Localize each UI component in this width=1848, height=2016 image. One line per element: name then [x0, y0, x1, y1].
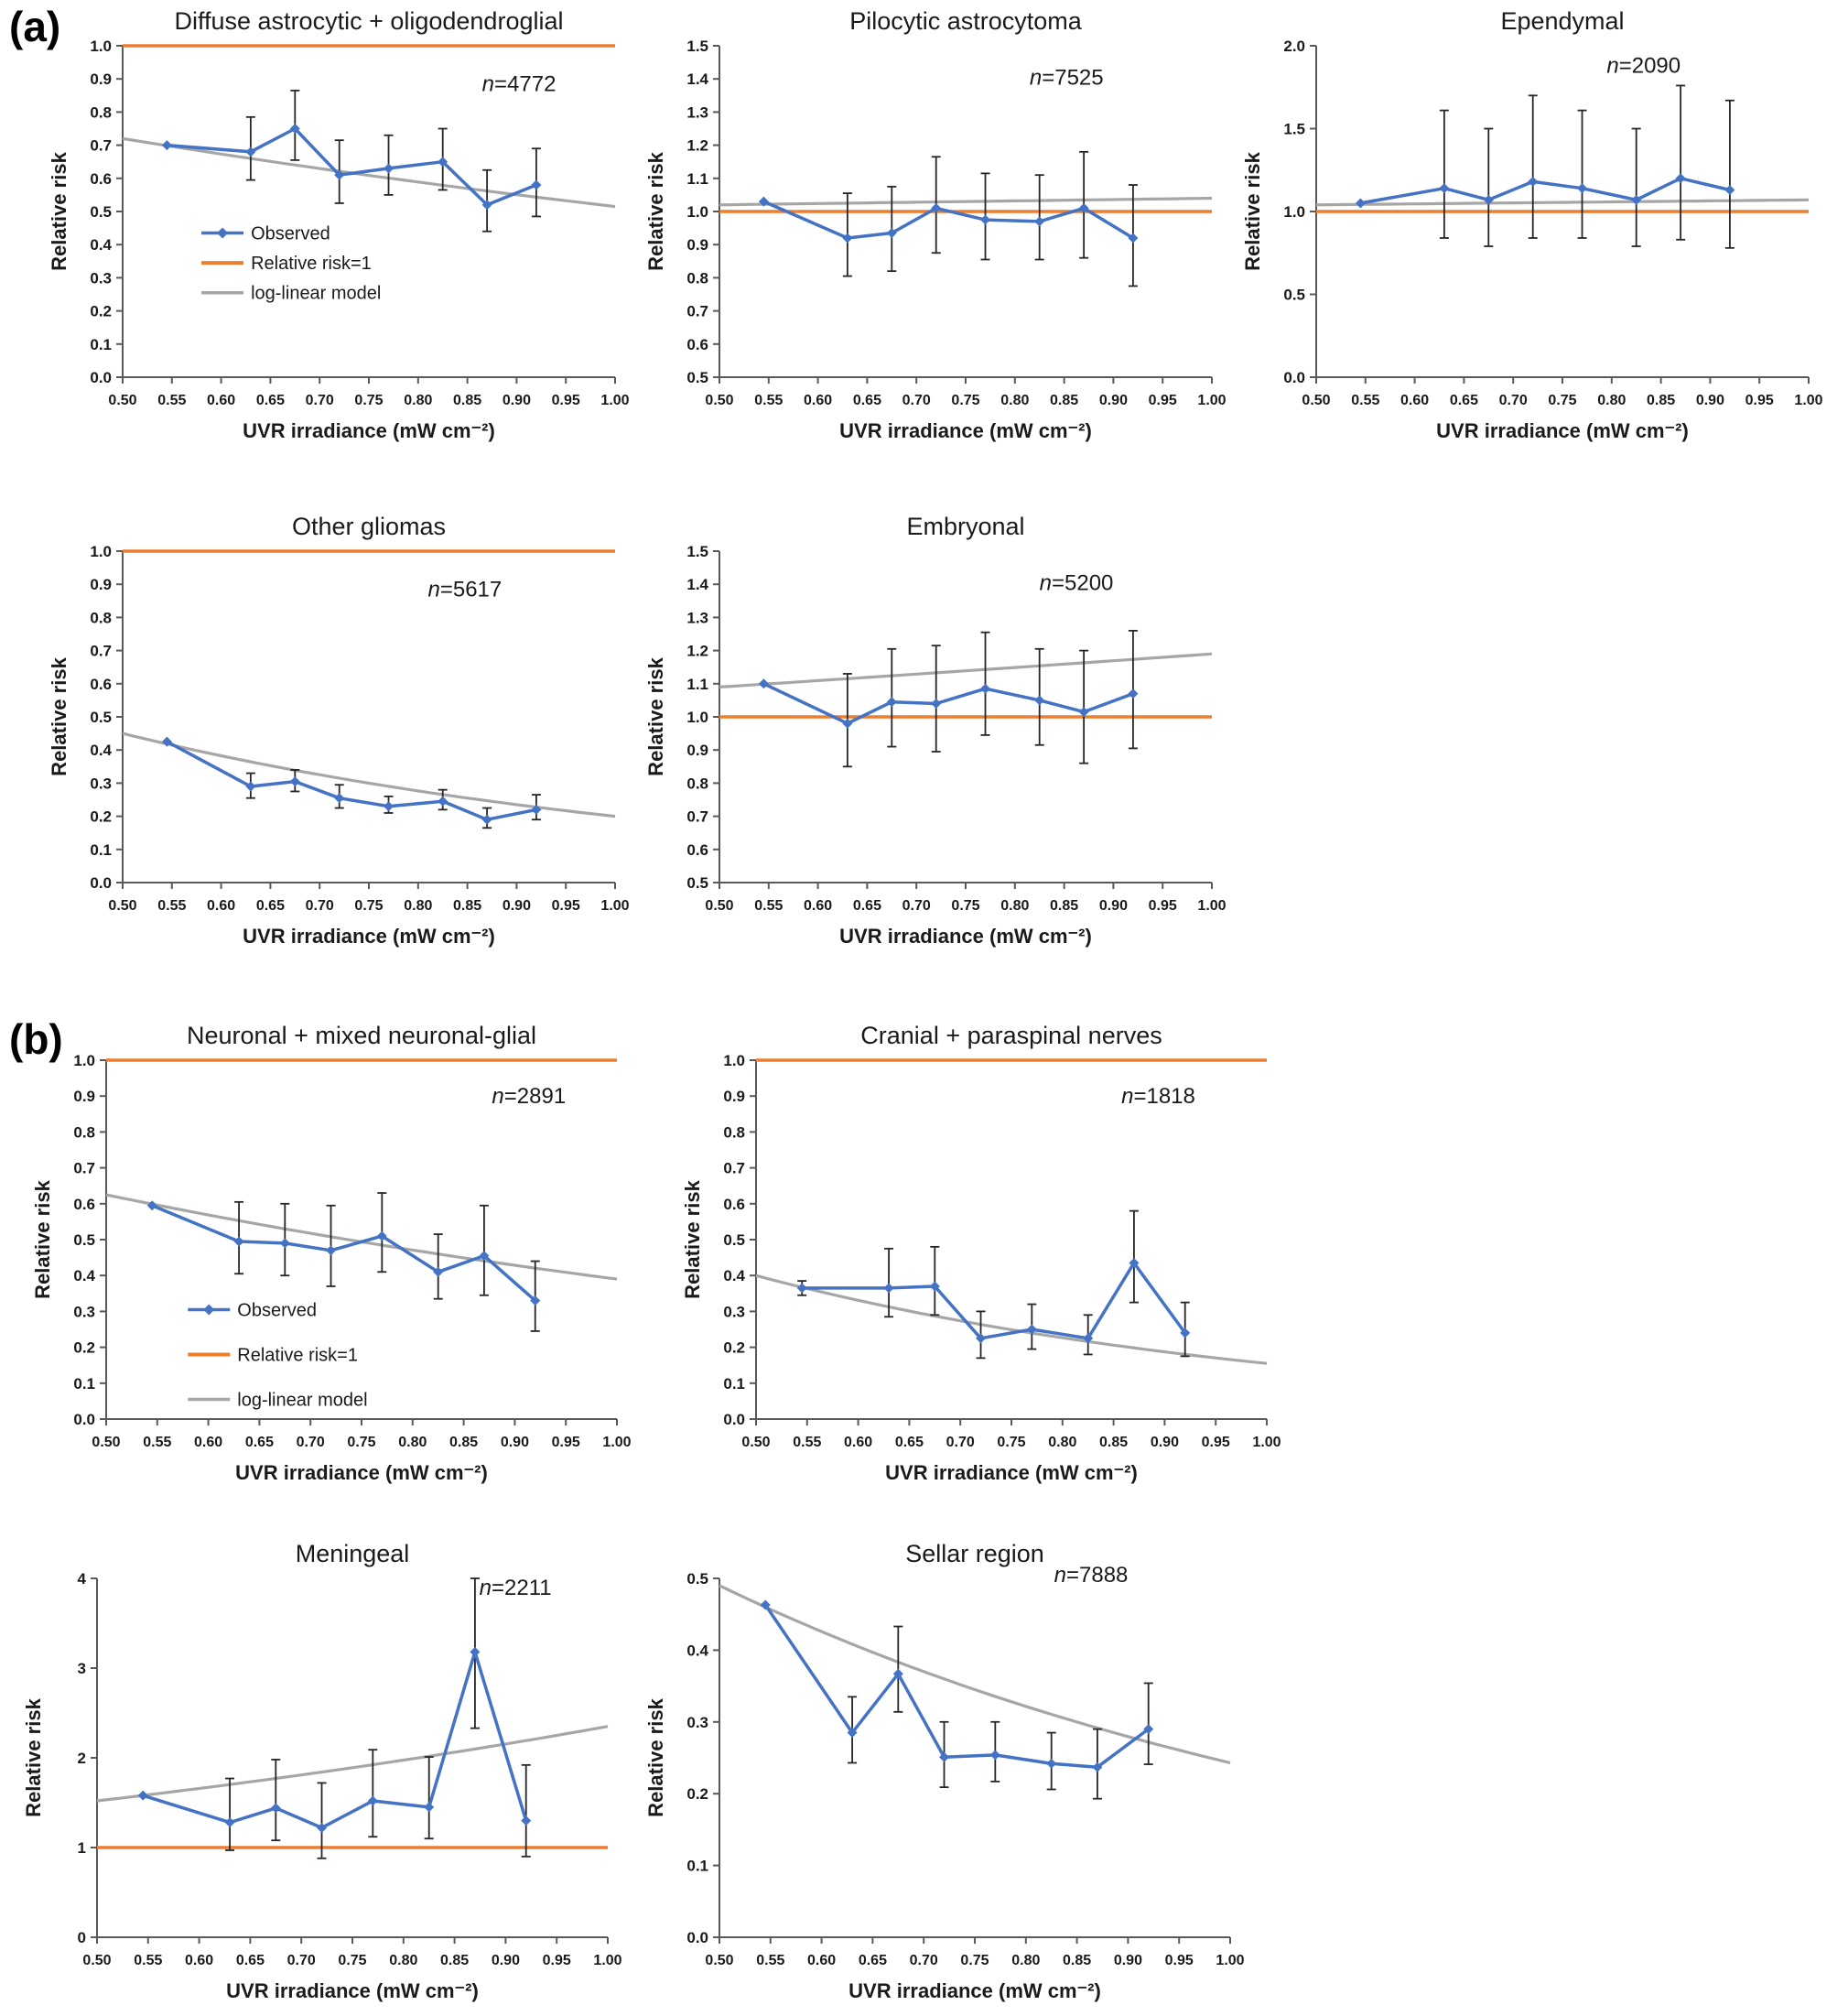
- svg-text:0.7: 0.7: [723, 1159, 745, 1177]
- panel-ependymal: [1237, 4, 1823, 475]
- chart-svg-a3: [1237, 4, 1823, 471]
- y-axis: [78, 1570, 97, 1946]
- error-bars: [848, 1627, 1153, 1799]
- y-axis: [1283, 38, 1316, 386]
- svg-text:0.50: 0.50: [108, 393, 137, 408]
- svg-text:0.4: 0.4: [723, 1267, 745, 1285]
- error-bars: [843, 631, 1138, 766]
- svg-text:0.70: 0.70: [286, 1953, 316, 1968]
- svg-text:0.4: 0.4: [73, 1267, 95, 1285]
- svg-text:0.6: 0.6: [686, 840, 708, 859]
- svg-text:0.90: 0.90: [1098, 393, 1128, 408]
- chart-svg-a5: [641, 509, 1227, 976]
- svg-text:0.65: 0.65: [1449, 393, 1478, 408]
- error-bars: [1440, 85, 1735, 247]
- svg-text:0.80: 0.80: [398, 1435, 427, 1450]
- svg-text:0.3: 0.3: [686, 1713, 708, 1731]
- svg-text:0.8: 0.8: [686, 269, 708, 287]
- svg-text:0.1: 0.1: [686, 1857, 708, 1875]
- svg-text:0.7: 0.7: [90, 136, 112, 155]
- chart-title: Pilocytic astrocytoma: [849, 7, 1082, 35]
- y-axis-label: Relative risk: [31, 1180, 54, 1299]
- svg-text:0.65: 0.65: [255, 393, 285, 408]
- chart-title: Cranial + paraspinal nerves: [860, 1022, 1162, 1049]
- n-label: n=7525: [1029, 65, 1104, 91]
- svg-text:0.95: 0.95: [1164, 1953, 1194, 1968]
- y-axis-label: Relative risk: [1241, 152, 1264, 271]
- svg-text:0.90: 0.90: [1098, 898, 1128, 914]
- svg-text:0.75: 0.75: [1548, 393, 1577, 408]
- svg-text:0.75: 0.75: [997, 1435, 1026, 1450]
- legend: [201, 224, 381, 304]
- svg-text:0.80: 0.80: [1011, 1953, 1041, 1968]
- svg-text:0.70: 0.70: [305, 898, 334, 914]
- svg-text:0.85: 0.85: [453, 393, 482, 408]
- panel-sellar-region: [641, 1536, 1245, 2016]
- svg-text:0.1: 0.1: [723, 1374, 745, 1393]
- x-axis-label: UVR irradiance (mW cm⁻²): [235, 1461, 488, 1484]
- svg-text:0.8: 0.8: [723, 1123, 745, 1142]
- svg-text:0.5: 0.5: [686, 1570, 708, 1588]
- svg-text:0.5: 0.5: [723, 1231, 745, 1249]
- svg-text:0.80: 0.80: [404, 393, 433, 408]
- svg-text:0.85: 0.85: [453, 898, 482, 914]
- svg-text:0.95: 0.95: [1148, 393, 1177, 408]
- observed-markers: [759, 678, 1138, 728]
- svg-text:0.5: 0.5: [90, 203, 112, 221]
- observed-line: [152, 1206, 535, 1301]
- axes: [123, 551, 615, 883]
- svg-text:0.6: 0.6: [73, 1195, 95, 1213]
- svg-text:0.55: 0.55: [754, 898, 784, 914]
- svg-text:0.85: 0.85: [440, 1953, 470, 1968]
- svg-text:0.90: 0.90: [502, 898, 531, 914]
- svg-text:0.5: 0.5: [686, 369, 708, 386]
- svg-text:0.85: 0.85: [1050, 393, 1079, 408]
- svg-text:0.55: 0.55: [754, 393, 784, 408]
- y-axis: [723, 1052, 756, 1428]
- legend-label-2: log-linear model: [237, 1390, 368, 1411]
- svg-text:1.0: 1.0: [1283, 203, 1305, 221]
- y-axis: [686, 1570, 719, 1946]
- svg-text:1.0: 1.0: [723, 1052, 745, 1069]
- svg-text:0.85: 0.85: [1050, 898, 1079, 914]
- svg-text:0.6: 0.6: [90, 675, 112, 693]
- x-axis-label: UVR irradiance (mW cm⁻²): [885, 1461, 1138, 1484]
- svg-text:1.0: 1.0: [73, 1052, 95, 1069]
- svg-text:0.7: 0.7: [686, 807, 708, 826]
- svg-text:0.8: 0.8: [90, 103, 112, 122]
- svg-text:0.55: 0.55: [1351, 393, 1380, 408]
- svg-text:1.00: 1.00: [1794, 393, 1823, 408]
- section-label-b: (b): [9, 1015, 63, 1063]
- svg-text:0.5: 0.5: [1283, 286, 1305, 304]
- x-axis: [741, 1419, 1281, 1450]
- svg-text:0.75: 0.75: [951, 393, 980, 408]
- svg-text:0.60: 0.60: [1400, 393, 1430, 408]
- x-axis: [108, 883, 629, 914]
- svg-text:0.3: 0.3: [90, 269, 112, 287]
- svg-text:0.60: 0.60: [207, 393, 236, 408]
- svg-text:1.5: 1.5: [1283, 120, 1305, 138]
- svg-text:0.95: 0.95: [1745, 393, 1774, 408]
- svg-text:0.80: 0.80: [389, 1953, 418, 1968]
- svg-text:0.50: 0.50: [1302, 393, 1331, 408]
- svg-text:1.00: 1.00: [600, 898, 630, 914]
- error-bars: [246, 91, 541, 232]
- svg-text:1.2: 1.2: [686, 136, 708, 155]
- svg-text:1.0: 1.0: [686, 709, 708, 726]
- svg-text:1.2: 1.2: [686, 642, 708, 660]
- svg-text:0.55: 0.55: [157, 898, 187, 914]
- svg-text:0.60: 0.60: [194, 1435, 223, 1450]
- svg-text:0.4: 0.4: [686, 1642, 708, 1660]
- svg-text:0.60: 0.60: [185, 1953, 214, 1968]
- svg-text:0.95: 0.95: [551, 393, 580, 408]
- svg-text:0.80: 0.80: [404, 898, 433, 914]
- svg-text:0.70: 0.70: [296, 1435, 325, 1450]
- svg-text:0: 0: [77, 1929, 86, 1946]
- axes: [97, 1575, 608, 1937]
- svg-text:0.90: 0.90: [500, 1435, 529, 1450]
- svg-text:0.60: 0.60: [807, 1953, 837, 1968]
- svg-text:0.50: 0.50: [92, 1435, 121, 1450]
- svg-text:0.65: 0.65: [244, 1435, 274, 1450]
- y-axis-label: Relative risk: [681, 1180, 704, 1299]
- x-axis-label: UVR irradiance (mW cm⁻²): [243, 419, 495, 442]
- svg-text:0.65: 0.65: [858, 1953, 887, 1968]
- observed-line: [143, 1652, 526, 1827]
- legend-label-1: Relative risk=1: [237, 1345, 358, 1366]
- svg-text:0.5: 0.5: [686, 874, 708, 892]
- svg-text:0.7: 0.7: [73, 1159, 95, 1177]
- svg-text:1.00: 1.00: [602, 1435, 632, 1450]
- chart-title: Ependymal: [1500, 7, 1625, 35]
- svg-text:0.55: 0.55: [134, 1953, 163, 1968]
- panel-embryonal: [641, 509, 1227, 981]
- svg-text:0.85: 0.85: [449, 1435, 479, 1450]
- svg-text:0.9: 0.9: [686, 236, 708, 255]
- svg-text:0.7: 0.7: [686, 302, 708, 320]
- panel-meningeal: [18, 1536, 622, 2016]
- svg-text:0.9: 0.9: [90, 70, 112, 89]
- x-axis-label: UVR irradiance (mW cm⁻²): [226, 1979, 479, 2002]
- svg-text:0.6: 0.6: [723, 1195, 745, 1213]
- axes: [719, 1578, 1230, 1937]
- svg-text:0.90: 0.90: [1695, 393, 1724, 408]
- svg-text:0.55: 0.55: [756, 1953, 785, 1968]
- chart-title: Other gliomas: [291, 513, 447, 540]
- svg-text:1.00: 1.00: [1252, 1435, 1281, 1450]
- legend-label-1: Relative risk=1: [251, 254, 372, 275]
- svg-text:0.50: 0.50: [705, 393, 734, 408]
- x-axis: [82, 1937, 621, 1968]
- x-axis: [92, 1419, 631, 1450]
- svg-text:0.60: 0.60: [804, 393, 833, 408]
- svg-text:0.95: 0.95: [551, 1435, 580, 1450]
- y-axis-label: Relative risk: [48, 152, 70, 271]
- svg-text:0.65: 0.65: [852, 393, 881, 408]
- legend: [188, 1300, 367, 1410]
- panel-cranial-paraspinal-nerves: [677, 1018, 1281, 1517]
- svg-text:0.6: 0.6: [90, 169, 112, 188]
- svg-text:0.1: 0.1: [90, 840, 112, 859]
- svg-text:0.80: 0.80: [1000, 898, 1030, 914]
- svg-text:0.3: 0.3: [723, 1303, 745, 1321]
- svg-text:0.65: 0.65: [852, 898, 881, 914]
- svg-text:0.4: 0.4: [90, 236, 112, 255]
- svg-text:1.0: 1.0: [686, 203, 708, 221]
- legend-diamond-icon: [203, 1304, 214, 1315]
- svg-text:0.65: 0.65: [235, 1953, 265, 1968]
- legend-diamond-icon: [217, 228, 228, 239]
- svg-text:0.50: 0.50: [705, 898, 734, 914]
- panel-neuronal-mixed-neuronal-glial: [27, 1018, 632, 1517]
- svg-text:0.5: 0.5: [73, 1231, 95, 1249]
- svg-text:0.85: 0.85: [1647, 393, 1676, 408]
- svg-text:0.75: 0.75: [960, 1953, 989, 1968]
- x-axis-label: UVR irradiance (mW cm⁻²): [848, 1979, 1101, 2002]
- svg-text:0.3: 0.3: [73, 1303, 95, 1321]
- svg-text:0.75: 0.75: [354, 898, 384, 914]
- axes: [106, 1060, 617, 1419]
- y-axis: [73, 1052, 106, 1428]
- svg-text:0.80: 0.80: [1597, 393, 1626, 408]
- svg-text:0.8: 0.8: [90, 609, 112, 627]
- x-axis: [1302, 377, 1822, 408]
- observed-line: [167, 129, 536, 205]
- svg-text:0.50: 0.50: [108, 898, 137, 914]
- svg-text:0.85: 0.85: [1099, 1435, 1129, 1450]
- panel-diffuse-astrocytic-oligodendroglial: [44, 4, 630, 475]
- svg-text:0.90: 0.90: [1150, 1435, 1179, 1450]
- log-linear-model-line: [719, 199, 1212, 205]
- svg-text:0.90: 0.90: [1113, 1953, 1142, 1968]
- svg-text:0.70: 0.70: [902, 393, 931, 408]
- x-axis-label: UVR irradiance (mW cm⁻²): [1436, 419, 1689, 442]
- axes: [756, 1060, 1267, 1419]
- svg-text:0.60: 0.60: [844, 1435, 873, 1450]
- chart-svg-b1: [27, 1018, 632, 1512]
- y-axis-label: Relative risk: [644, 657, 667, 776]
- svg-text:0.70: 0.70: [946, 1435, 975, 1450]
- n-label: n=7888: [1054, 1563, 1129, 1588]
- chart-title: Meningeal: [295, 1540, 410, 1567]
- log-linear-model-line: [97, 1727, 608, 1801]
- svg-text:0.55: 0.55: [143, 1435, 172, 1450]
- svg-text:0.0: 0.0: [1283, 369, 1305, 386]
- y-axis: [686, 543, 719, 892]
- svg-text:0.65: 0.65: [255, 898, 285, 914]
- log-linear-model-line: [106, 1195, 617, 1279]
- svg-text:0.9: 0.9: [686, 742, 708, 760]
- svg-text:1: 1: [77, 1839, 86, 1857]
- svg-text:1.4: 1.4: [686, 70, 708, 89]
- svg-text:2: 2: [77, 1750, 86, 1767]
- svg-text:0.95: 0.95: [551, 898, 580, 914]
- chart-svg-a4: [44, 509, 630, 976]
- svg-text:0.1: 0.1: [73, 1374, 95, 1393]
- svg-text:0.50: 0.50: [82, 1953, 112, 1968]
- svg-text:0.0: 0.0: [90, 874, 112, 892]
- x-axis: [705, 1937, 1244, 1968]
- svg-text:0.70: 0.70: [1498, 393, 1528, 408]
- svg-text:0.2: 0.2: [90, 807, 112, 826]
- panel-other-gliomas: [44, 509, 630, 981]
- observed-markers: [147, 1200, 540, 1306]
- y-axis-label: Relative risk: [644, 1698, 667, 1817]
- y-axis-label: Relative risk: [644, 152, 667, 271]
- chart-svg-a2: [641, 4, 1227, 471]
- n-label: n=2090: [1606, 53, 1681, 79]
- svg-text:0.90: 0.90: [502, 393, 531, 408]
- x-axis-label: UVR irradiance (mW cm⁻²): [839, 925, 1092, 948]
- svg-text:0.2: 0.2: [90, 302, 112, 320]
- svg-text:0.65: 0.65: [894, 1435, 924, 1450]
- svg-text:1.3: 1.3: [686, 103, 708, 122]
- n-label: n=4772: [481, 71, 557, 97]
- svg-text:0.85: 0.85: [1063, 1953, 1092, 1968]
- panel-pilocytic-astrocytoma: [641, 4, 1227, 475]
- n-label: n=5200: [1039, 570, 1114, 596]
- svg-text:1.00: 1.00: [1197, 898, 1227, 914]
- y-axis: [90, 38, 123, 386]
- chart-title: Neuronal + mixed neuronal-glial: [187, 1022, 536, 1049]
- svg-text:1.00: 1.00: [593, 1953, 622, 1968]
- svg-text:0.75: 0.75: [347, 1435, 376, 1450]
- svg-text:0.50: 0.50: [705, 1953, 734, 1968]
- svg-text:1.5: 1.5: [686, 543, 708, 560]
- observed-markers: [162, 124, 542, 210]
- svg-text:1.00: 1.00: [1197, 393, 1227, 408]
- svg-text:0.55: 0.55: [157, 393, 187, 408]
- svg-text:0.70: 0.70: [902, 898, 931, 914]
- svg-text:1.3: 1.3: [686, 609, 708, 627]
- chart-title: Diffuse astrocytic + oligodendroglial: [174, 7, 564, 35]
- svg-text:0.9: 0.9: [73, 1088, 95, 1106]
- svg-text:3: 3: [77, 1660, 86, 1677]
- svg-text:0.0: 0.0: [723, 1411, 745, 1428]
- svg-text:0.80: 0.80: [1048, 1435, 1077, 1450]
- error-bars: [225, 1578, 531, 1859]
- svg-text:0.3: 0.3: [90, 775, 112, 793]
- svg-text:0.9: 0.9: [90, 576, 112, 594]
- section-label-a: (a): [9, 3, 61, 50]
- svg-text:0.60: 0.60: [207, 898, 236, 914]
- chart-title: Embryonal: [906, 513, 1025, 540]
- chart-title: Sellar region: [905, 1540, 1044, 1567]
- x-axis: [108, 377, 629, 408]
- y-axis-label: Relative risk: [22, 1698, 45, 1817]
- observed-line: [1360, 179, 1730, 203]
- svg-text:0.75: 0.75: [354, 393, 384, 408]
- svg-text:2.0: 2.0: [1283, 38, 1305, 55]
- svg-text:0.8: 0.8: [73, 1123, 95, 1142]
- x-axis-label: UVR irradiance (mW cm⁻²): [243, 925, 495, 948]
- svg-text:0.0: 0.0: [73, 1411, 95, 1428]
- svg-text:0.2: 0.2: [723, 1339, 745, 1357]
- log-linear-model-line: [1316, 200, 1809, 205]
- svg-text:1.0: 1.0: [90, 38, 112, 55]
- chart-svg-b3: [18, 1536, 622, 2016]
- legend-label-0: Observed: [237, 1300, 317, 1321]
- svg-text:0.70: 0.70: [909, 1953, 938, 1968]
- n-label: n=2891: [492, 1084, 567, 1110]
- observed-line: [765, 1605, 1148, 1767]
- legend-label-2: log-linear model: [251, 283, 382, 304]
- svg-text:0.1: 0.1: [90, 335, 112, 353]
- svg-text:0.0: 0.0: [90, 369, 112, 386]
- chart-svg-b4: [641, 1536, 1245, 2016]
- svg-text:0.70: 0.70: [305, 393, 334, 408]
- svg-text:0.2: 0.2: [686, 1785, 708, 1804]
- chart-svg-b2: [677, 1018, 1281, 1512]
- svg-text:1.1: 1.1: [686, 675, 708, 693]
- svg-text:0.5: 0.5: [90, 709, 112, 726]
- svg-text:0.95: 0.95: [1148, 898, 1177, 914]
- n-label: n=5617: [427, 577, 503, 602]
- svg-text:0.2: 0.2: [73, 1339, 95, 1357]
- svg-text:0.55: 0.55: [793, 1435, 822, 1450]
- chart-svg-a1: [44, 4, 630, 471]
- x-axis-label: UVR irradiance (mW cm⁻²): [839, 419, 1092, 442]
- svg-text:1.1: 1.1: [686, 169, 708, 188]
- x-axis: [705, 377, 1226, 408]
- svg-text:1.4: 1.4: [686, 576, 708, 594]
- svg-text:0.4: 0.4: [90, 742, 112, 760]
- svg-text:4: 4: [77, 1570, 86, 1588]
- y-axis: [686, 38, 719, 386]
- legend-label-0: Observed: [251, 223, 330, 244]
- n-label: n=1818: [1121, 1084, 1195, 1110]
- svg-text:1.00: 1.00: [1216, 1953, 1245, 1968]
- svg-text:0.60: 0.60: [804, 898, 833, 914]
- n-label: n=2211: [479, 1575, 552, 1600]
- svg-text:0.9: 0.9: [723, 1088, 745, 1106]
- log-linear-model-line: [719, 654, 1212, 687]
- svg-text:0.6: 0.6: [686, 335, 708, 353]
- svg-text:0.50: 0.50: [741, 1435, 771, 1450]
- svg-text:1.0: 1.0: [90, 543, 112, 560]
- svg-text:0.75: 0.75: [338, 1953, 367, 1968]
- svg-text:0.0: 0.0: [686, 1929, 708, 1946]
- svg-text:0.95: 0.95: [1201, 1435, 1230, 1450]
- svg-text:0.7: 0.7: [90, 642, 112, 660]
- svg-text:1.5: 1.5: [686, 38, 708, 55]
- svg-text:0.75: 0.75: [951, 898, 980, 914]
- svg-text:0.8: 0.8: [686, 775, 708, 793]
- observed-markers: [138, 1647, 531, 1833]
- y-axis: [90, 543, 123, 892]
- svg-text:0.80: 0.80: [1000, 393, 1030, 408]
- observed-line: [763, 201, 1133, 238]
- log-linear-model-line: [719, 1586, 1230, 1763]
- svg-text:0.95: 0.95: [542, 1953, 571, 1968]
- svg-text:0.90: 0.90: [491, 1953, 520, 1968]
- y-axis-label: Relative risk: [48, 657, 70, 776]
- svg-text:1.00: 1.00: [600, 393, 630, 408]
- x-axis: [705, 883, 1226, 914]
